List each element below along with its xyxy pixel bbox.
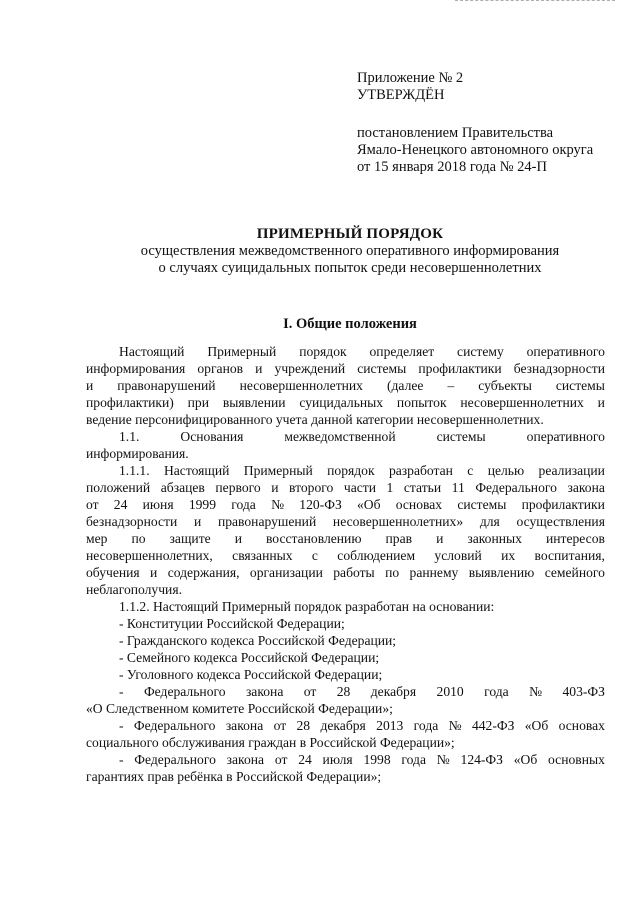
- text-line: несовершеннолетних, связанных с соблюдением условий их воспитания,: [86, 548, 605, 563]
- section-title: I. Общие положения: [283, 316, 417, 332]
- intro-paragraph: [86, 343, 605, 428]
- approval-header: [357, 70, 627, 176]
- list-item: - Уголовного кодекса Российской Федерации;: [119, 667, 383, 682]
- text-line: информирования.: [86, 446, 189, 461]
- section-body: [86, 343, 605, 785]
- approved-by-line-2: Ямало-Ненецкого автономного округа: [357, 142, 594, 158]
- text-line: социального обслуживания граждан в Российской Федерации»;: [86, 735, 455, 750]
- text-line: обучения и содержания, организации работы по раннему выявлению семейного: [86, 565, 605, 580]
- text-line: 1.1. Основания межведомственной системы оперативного: [119, 429, 605, 444]
- paragraph-1-1-2: [119, 598, 605, 615]
- list-item: - Гражданского кодекса Российской Федерации;: [119, 633, 397, 648]
- text-line: информирования органов и учреждений системы профилактики безнадзорности: [86, 361, 605, 376]
- basis-list: [119, 615, 605, 683]
- paragraph-1-1-1: [86, 462, 605, 598]
- list-item: - Конституции Российской Федерации;: [119, 616, 345, 631]
- law-item-124: [86, 751, 605, 785]
- text-line: мер по защите и восстановлению прав и законных интересов: [86, 531, 605, 546]
- paragraph-1-1: [86, 428, 605, 462]
- text-line: неблагополучия.: [86, 582, 182, 597]
- approved-stamp: УТВЕРЖДЁН: [357, 87, 445, 103]
- document-subtitle-line-1: осуществления межведомственного оперативного информирования: [140, 243, 560, 259]
- law-item-442: [86, 717, 605, 751]
- list-item: - Семейного кодекса Российской Федерации;: [119, 650, 380, 665]
- document-subtitle-line-2: о случаях суицидальных попыток среди несовершеннолетних: [158, 260, 542, 276]
- text-line: - Федерального закона от 24 июля 1998 года № 124-ФЗ «Об основных: [119, 752, 605, 767]
- text-line: - Федерального закона от 28 декабря 2013 года № 442-ФЗ «Об основах: [119, 718, 605, 733]
- text-line: гарантиях прав ребёнка в Российской Федерации»;: [86, 769, 382, 784]
- text-line: и правонарушений несовершеннолетних (далее – субъекты системы: [86, 378, 605, 393]
- text-line: - Федерального закона от 28 декабря 2010 года № 403-ФЗ: [119, 684, 605, 699]
- appendix-number: Приложение № 2: [357, 70, 464, 86]
- scan-artifact: [455, 0, 615, 5]
- document-title: ПРИМЕРНЫЙ ПОРЯДОК: [256, 226, 444, 242]
- document-title-block: [90, 226, 610, 277]
- text-line: Настоящий Примерный порядок определяет систему оперативного: [119, 344, 605, 359]
- text-line: 1.1.2. Настоящий Примерный порядок разработан на основании:: [119, 599, 495, 614]
- text-line: профилактики) при выявлении суицидальных попыток несовершеннолетних и: [86, 395, 605, 410]
- text-line: 1.1.1. Настоящий Примерный порядок разработан с целью реализации: [119, 463, 605, 478]
- law-item-403: [86, 683, 605, 717]
- text-line: «О Следственном комитете Российской Федерации»;: [86, 701, 393, 716]
- text-line: безнадзорности и правонарушений несовершеннолетних» для осуществления: [86, 514, 605, 529]
- approved-by-line-1: постановлением Правительства: [357, 125, 554, 141]
- text-line: положений абзацев первого и второго части 1 статьи 11 Федерального закона: [86, 480, 605, 495]
- text-line: ведение персонифицированного учета данной категории несовершеннолетних.: [86, 412, 544, 427]
- text-line: от 24 июня 1999 года № 120-ФЗ «Об основах системы профилактики: [86, 497, 605, 512]
- approved-by-line-3: от 15 января 2018 года № 24-П: [357, 159, 547, 175]
